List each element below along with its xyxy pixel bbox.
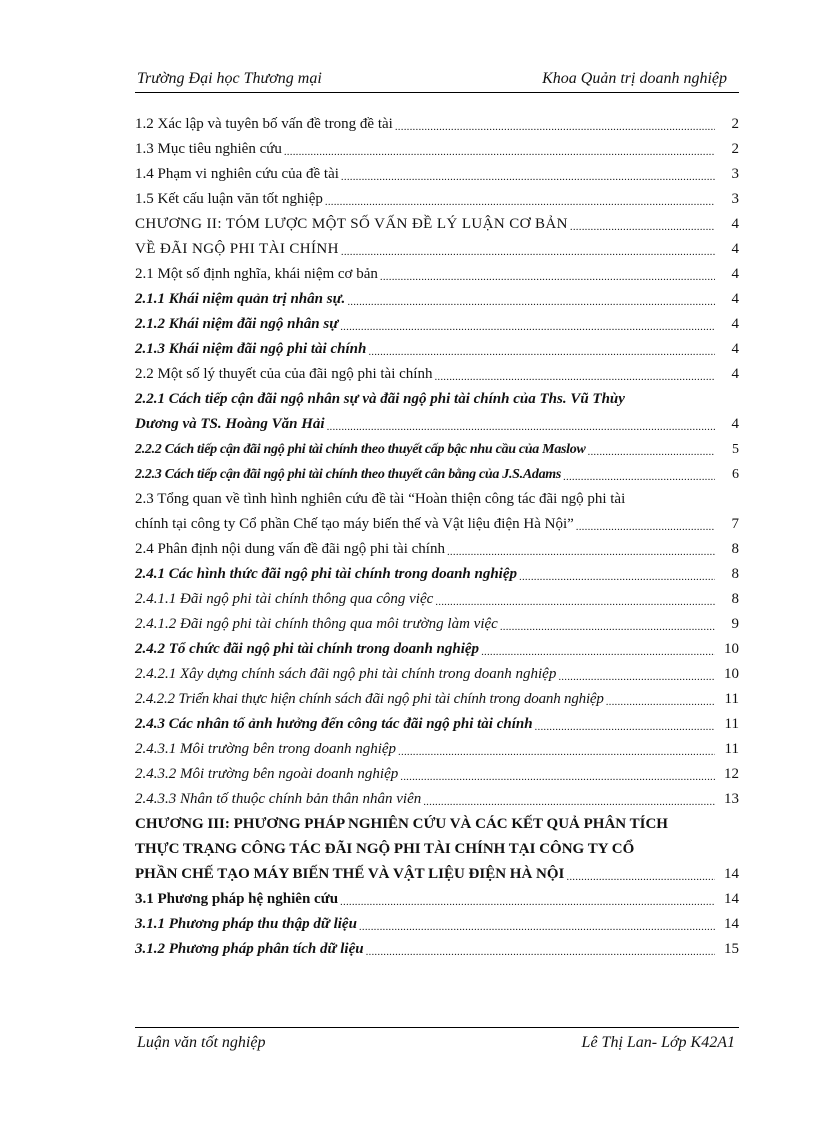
toc-entry: chính tại công ty Cổ phần Chế tạo máy biến thế và Vật liệu điện Hà Nội” ..... 7 [135,512,739,537]
toc-entry: 2.4.2 Tổ chức đãi ngộ phi tài chính trong doanh nghiệp ..... 10 [135,637,739,662]
toc-entry: 2.4.3.3 Nhân tố thuộc chính bản thân nhân viên ..... 13 [135,787,739,812]
toc-entry: 2.1.3 Khái niệm đãi ngộ phi tài chính ..... 4 [135,337,739,362]
toc-entry: 2.4.1.2 Đãi ngộ phi tài chính thông qua môi trường làm việc ..... 9 [135,612,739,637]
toc-entry-line: 2.2.1 Cách tiếp cận đãi ngộ nhân sự và đãi ngộ phi tài chính của Ths. Vũ Thùy [135,391,625,407]
toc-entry: 3.1.2 Phương pháp phân tích dữ liệu ..... 15 [135,937,739,962]
toc-entry: PHẦN CHẾ TẠO MÁY BIẾN THẾ VÀ VẬT LIỆU ĐIỆN HÀ NỘI ..... 14 [135,862,739,887]
toc-entry: 2.1.2 Khái niệm đãi ngộ nhân sự ..... 4 [135,312,739,337]
toc-entry: 2.4.2.1 Xây dựng chính sách đãi ngộ phi tài chính trong doanh nghiệp ..... 10 [135,662,739,687]
toc-entry: 2.2.3 Cách tiếp cận đãi ngộ phi tài chính theo thuyết cân bằng của J.S.Adams ..... 6 [135,462,739,487]
toc-entry: 3.1.1 Phương pháp thu thập dữ liệu ..... 14 [135,912,739,937]
toc-entry: 2.4.2.2 Triển khai thực hiện chính sách đãi ngộ phi tài chính trong doanh nghiệp ..... 11 [135,687,739,712]
toc-entry: 1.5 Kết cấu luận văn tốt nghiệp ..... 3 [135,187,739,212]
toc-entry: 1.2 Xác lập và tuyên bố vấn đề trong đề tài ..... 2 [135,112,739,137]
toc-entry: Dương và TS. Hoàng Văn Hải ..... 4 [135,412,739,437]
footer-author: Lê Thị Lan- Lớp K42A1 [581,1034,735,1051]
toc-entry: 2.1.1 Khái niệm quản trị nhân sự. ..... 4 [135,287,739,312]
toc-entry-line: THỰC TRẠNG CÔNG TÁC ĐÃI NGỘ PHI TÀI CHÍNH TẠI CÔNG TY CỔ [135,841,635,857]
page-footer [135,1027,739,1056]
header-faculty: Khoa Quản trị doanh nghiệp [542,70,727,87]
toc-entry: 1.3 Mục tiêu nghiên cứu ..... 2 [135,137,739,162]
toc-entry: 2.4.1 Các hình thức đãi ngộ phi tài chính trong doanh nghiệp ..... 8 [135,562,739,587]
toc-entry: 2.4.1.1 Đãi ngộ phi tài chính thông qua công việc ..... 8 [135,587,739,612]
toc-entry: 3.1 Phương pháp hệ nghiên cứu ..... 14 [135,887,739,912]
page-header [135,66,739,93]
toc-entry: 2.4.3 Các nhân tố ảnh hưởng đến công tác đãi ngộ phi tài chính ..... 11 [135,712,739,737]
toc-entry-line: 2.3 Tổng quan về tình hình nghiên cứu đề tài “Hoàn thiện công tác đãi ngộ phi tài [135,491,626,507]
toc-entry: 2.4.3.1 Môi trường bên trong doanh nghiệp ..... 11 [135,737,739,762]
toc-entry: 2.1 Một số định nghĩa, khái niệm cơ bản ..... 4 [135,262,739,287]
footer-document-type: Luận văn tốt nghiệp [137,1034,266,1051]
toc-entry: 2.2 Một số lý thuyết của của đãi ngộ phi tài chính ..... 4 [135,362,739,387]
table-of-contents [135,112,739,962]
toc-entry: 2.4 Phân định nội dung vấn đề đãi ngộ phi tài chính ..... 8 [135,537,739,562]
toc-entry: 2.2.2 Cách tiếp cận đãi ngộ phi tài chính theo thuyết cấp bậc nhu cầu của Maslow ..... 5 [135,437,739,462]
toc-entry-line: CHƯƠNG III: PHƯƠNG PHÁP NGHIÊN CỨU VÀ CÁC KẾT QUẢ PHÂN TÍCH [135,816,668,832]
toc-entry: 1.4 Phạm vi nghiên cứu của đề tài ..... 3 [135,162,739,187]
toc-entry: CHƯƠNG II: TÓM LƯỢC MỘT SỐ VẤN ĐỀ LÝ LUẬN CƠ BẢN ..... 4 [135,212,739,237]
toc-entry: VỀ ĐÃI NGỘ PHI TÀI CHÍNH ..... 4 [135,237,739,262]
header-school: Trường Đại học Thương mại [137,70,322,87]
toc-entry: 2.4.3.2 Môi trường bên ngoài doanh nghiệp ..... 12 [135,762,739,787]
